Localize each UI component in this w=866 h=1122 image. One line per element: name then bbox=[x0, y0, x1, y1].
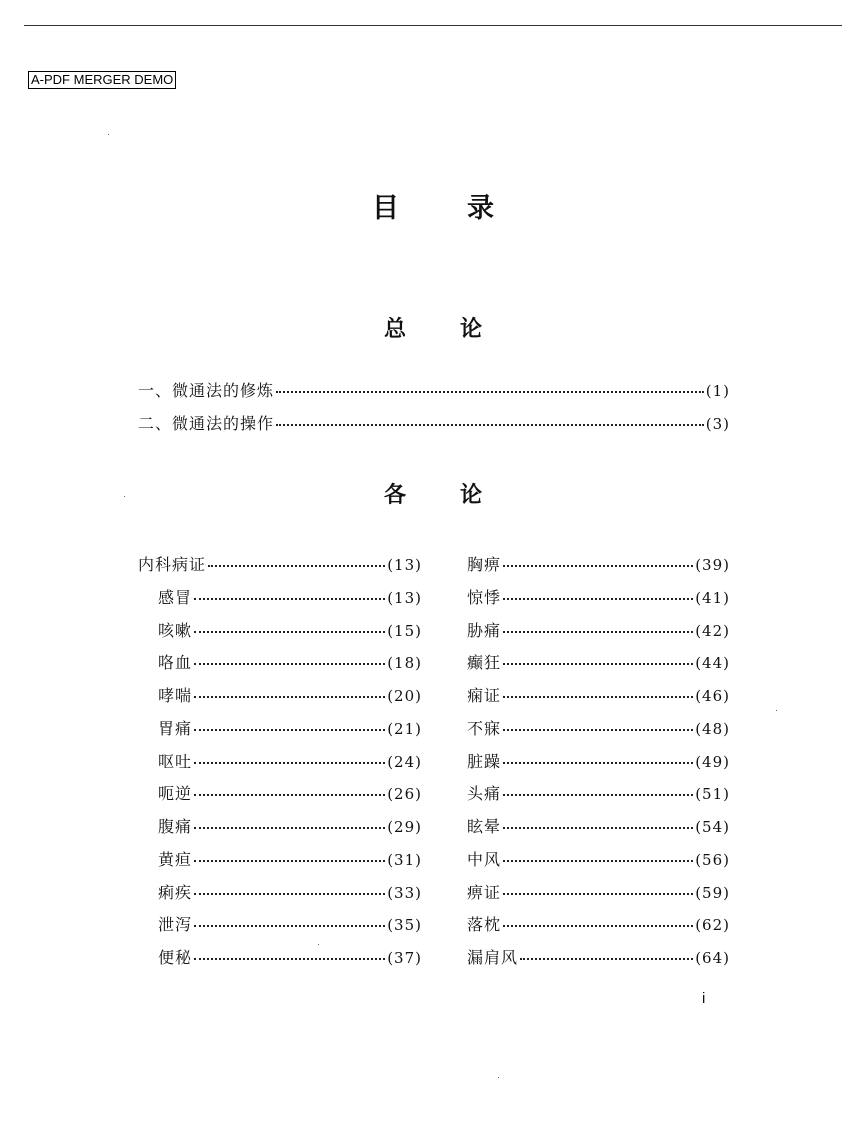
dot-leader bbox=[503, 817, 693, 829]
toc-entry-title: 中风 bbox=[467, 849, 502, 869]
toc-entry-page: (31) bbox=[387, 850, 422, 869]
toc-entry bbox=[138, 381, 730, 401]
section-heading-detail bbox=[0, 478, 866, 509]
toc-entry bbox=[467, 555, 730, 575]
toc-entry-title: 落枕 bbox=[467, 915, 502, 935]
page-number: i bbox=[702, 990, 706, 1007]
dot-leader bbox=[194, 850, 385, 862]
toc-entry-title: 不寐 bbox=[467, 718, 502, 738]
dot-leader bbox=[194, 686, 385, 698]
top-rule bbox=[24, 25, 842, 26]
toc-entry-title: 便秘 bbox=[158, 948, 193, 967]
dot-leader bbox=[194, 883, 385, 895]
toc-entry bbox=[158, 948, 422, 968]
toc-entry-title: 感冒 bbox=[158, 587, 193, 607]
dot-leader bbox=[503, 621, 693, 633]
dot-leader bbox=[503, 588, 693, 600]
toc-entry bbox=[467, 850, 730, 870]
toc-entry bbox=[467, 817, 730, 837]
toc-entry-page: (20) bbox=[387, 687, 422, 705]
toc-entry bbox=[467, 948, 730, 968]
toc-entry bbox=[467, 752, 730, 772]
dot-leader bbox=[194, 653, 385, 665]
toc-entry bbox=[158, 883, 422, 903]
overview-heading-char-1: 总 bbox=[383, 317, 406, 342]
dot-leader bbox=[194, 817, 385, 829]
dot-leader bbox=[276, 414, 704, 426]
toc-entry bbox=[158, 784, 422, 804]
scan-speck bbox=[124, 496, 125, 497]
toc-entry bbox=[158, 915, 422, 935]
toc-entry-title: 胁痛 bbox=[467, 620, 502, 640]
dot-leader bbox=[503, 752, 693, 764]
dot-leader bbox=[503, 653, 693, 665]
dot-leader bbox=[503, 915, 693, 927]
toc-entry-page: (41) bbox=[695, 588, 730, 607]
toc-entry-page: (21) bbox=[387, 719, 422, 738]
toc-entry-title: 咯血 bbox=[158, 653, 193, 673]
toc-entry bbox=[467, 719, 730, 739]
dot-leader bbox=[194, 752, 385, 764]
dot-leader bbox=[194, 784, 385, 796]
scan-speck bbox=[776, 710, 777, 711]
toc-entry-page: (33) bbox=[387, 883, 422, 902]
dot-leader bbox=[503, 784, 693, 796]
scan-speck bbox=[108, 134, 109, 135]
toc-entry-page: (64) bbox=[695, 949, 730, 967]
toc-entry-page: (54) bbox=[695, 818, 730, 836]
toc-entry-page: (26) bbox=[387, 785, 422, 804]
toc-entry-page: (48) bbox=[695, 719, 730, 738]
dot-leader bbox=[503, 555, 693, 567]
dot-leader bbox=[194, 719, 385, 731]
scan-speck bbox=[318, 944, 319, 945]
toc-entry-title: 漏肩风 bbox=[467, 948, 519, 967]
toc-entry bbox=[158, 588, 422, 608]
toc-entry-page: (15) bbox=[387, 621, 422, 640]
section-heading-overview bbox=[0, 312, 866, 343]
toc-entry-title: 一、微通法的修炼 bbox=[138, 381, 275, 400]
toc-entry-page: (46) bbox=[695, 687, 730, 705]
dot-leader bbox=[208, 555, 385, 567]
title-char-2: 录 bbox=[467, 193, 494, 224]
toc-entry-title: 头痛 bbox=[467, 784, 502, 804]
toc-entry bbox=[467, 588, 730, 608]
toc-entry-title: 脏躁 bbox=[467, 751, 502, 771]
toc-entry bbox=[158, 686, 422, 706]
toc-entry-title: 哮喘 bbox=[158, 686, 193, 705]
dot-leader bbox=[503, 850, 693, 862]
watermark-label: A-PDF MERGER DEMO bbox=[28, 71, 176, 89]
toc-entry-page: (56) bbox=[695, 850, 730, 869]
title-char-1: 目 bbox=[372, 193, 399, 224]
toc-entry-page: (49) bbox=[695, 752, 730, 771]
detail-heading-char-2: 论 bbox=[460, 483, 483, 508]
toc-entry bbox=[138, 414, 730, 434]
toc-entry-title: 痢疾 bbox=[158, 882, 193, 902]
toc-entry bbox=[158, 621, 422, 641]
toc-entry bbox=[467, 883, 730, 903]
dot-leader bbox=[194, 621, 385, 633]
dot-leader bbox=[520, 948, 693, 960]
toc-entry bbox=[158, 752, 422, 772]
toc-entry-page: (39) bbox=[695, 556, 730, 574]
toc-entry-page: (18) bbox=[387, 654, 422, 673]
toc-entry-title: 癫狂 bbox=[467, 653, 502, 673]
toc-entry-title: 痹证 bbox=[467, 882, 502, 902]
toc-entry-page: (44) bbox=[695, 654, 730, 673]
toc-entry-title: 胃痛 bbox=[158, 718, 193, 738]
dot-leader bbox=[503, 719, 693, 731]
dot-leader bbox=[503, 686, 693, 698]
toc-entry bbox=[467, 621, 730, 641]
toc-entry bbox=[158, 719, 422, 739]
toc-entry-page: (42) bbox=[695, 621, 730, 640]
toc-entry-page: (24) bbox=[387, 752, 422, 771]
toc-entry bbox=[467, 653, 730, 673]
detail-heading-char-1: 各 bbox=[383, 483, 406, 508]
toc-entry-title: 惊悸 bbox=[467, 587, 502, 607]
toc-entry bbox=[467, 686, 730, 706]
dot-leader bbox=[194, 948, 385, 960]
toc-entry-title: 泄泻 bbox=[158, 915, 193, 935]
toc-entry-title: 呕吐 bbox=[158, 751, 193, 771]
toc-entry-title: 胸痹 bbox=[467, 555, 502, 574]
toc-entry bbox=[467, 915, 730, 935]
toc-entry-page: (51) bbox=[695, 785, 730, 804]
dot-leader bbox=[194, 588, 385, 600]
overview-heading-char-2: 论 bbox=[460, 317, 483, 342]
toc-entry-page: (37) bbox=[387, 949, 422, 967]
page-title bbox=[0, 186, 866, 225]
toc-entry-title: 眩晕 bbox=[467, 817, 502, 836]
toc-entry-page: (35) bbox=[387, 916, 422, 935]
toc-entry-page: (59) bbox=[695, 883, 730, 902]
dot-leader bbox=[276, 381, 704, 393]
toc-entry-page: (13) bbox=[387, 556, 422, 574]
toc-entry-page: (3) bbox=[705, 415, 730, 433]
toc-entry-title: 呃逆 bbox=[158, 784, 193, 804]
toc-entry-page: (62) bbox=[695, 916, 730, 935]
toc-entry bbox=[158, 817, 422, 837]
toc-entry-title: 内科病证 bbox=[138, 555, 207, 574]
toc-entry-page: (1) bbox=[705, 382, 730, 400]
toc-entry bbox=[158, 653, 422, 673]
toc-entry bbox=[158, 850, 422, 870]
dot-leader bbox=[194, 915, 385, 927]
toc-entry-page: (29) bbox=[387, 818, 422, 836]
toc-entry-title: 咳嗽 bbox=[158, 620, 193, 640]
toc-entry bbox=[467, 784, 730, 804]
toc-entry-title: 痫证 bbox=[467, 686, 502, 705]
toc-entry-title: 腹痛 bbox=[158, 817, 193, 836]
dot-leader bbox=[503, 883, 693, 895]
toc-entry-page: (13) bbox=[387, 588, 422, 607]
scan-speck bbox=[498, 1077, 499, 1078]
toc-entry-title: 二、微通法的操作 bbox=[138, 414, 275, 433]
toc-entry-title: 黄疸 bbox=[158, 849, 193, 869]
toc-entry bbox=[138, 555, 422, 575]
